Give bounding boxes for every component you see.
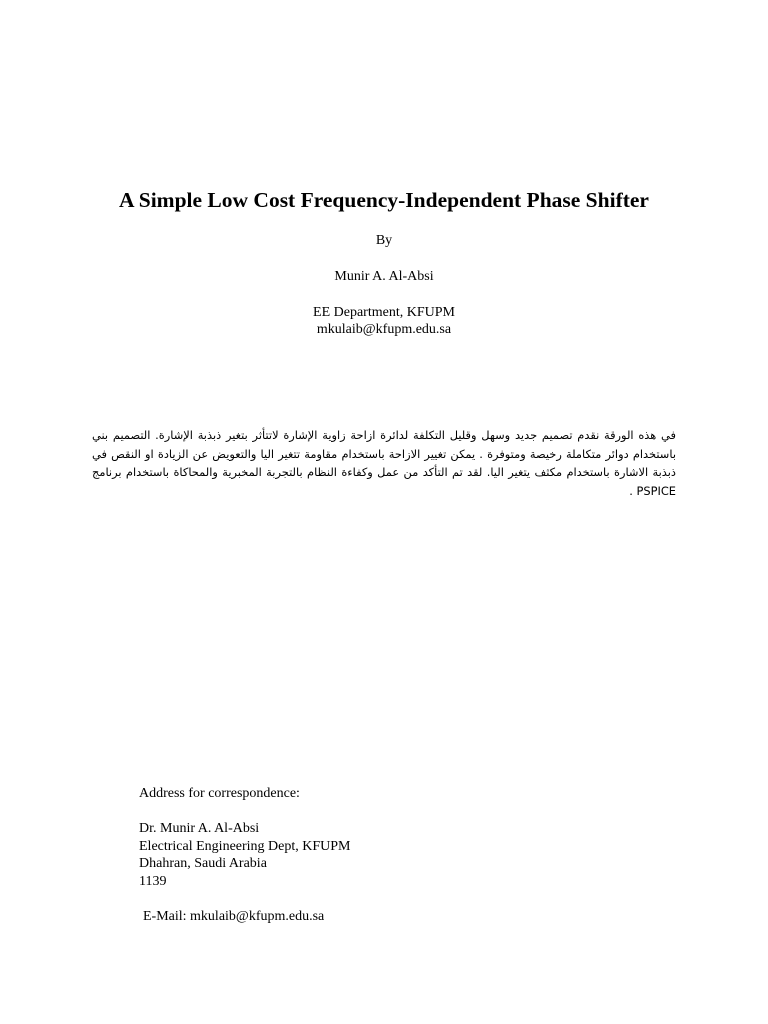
correspondence-email: E-Mail: mkulaib@kfupm.edu.sa xyxy=(143,908,325,924)
correspondence-code: 1139 xyxy=(139,873,167,889)
correspondence-dept: Electrical Engineering Dept, KFUPM xyxy=(139,838,351,854)
author-name: Munir A. Al-Absi xyxy=(334,269,434,284)
author-email: mkulaib@kfupm.edu.sa xyxy=(316,322,452,337)
paper-title: A Simple Low Cost Frequency-Independent Phase Shifter xyxy=(119,188,649,212)
spacer xyxy=(139,890,539,908)
arabic-abstract: في هذه الورقة نقدم تصميم جديد وسهل وقليل التكلفة لدائرة ازاحة زاوية الإشارة لاتتأثر بتغير ذبذبة الإشارة. التصميم بني باستخدام دوائر متكاملة رخيصة ومتوفرة . يمكن تغيير الازاحة باستخدام مقاومة تتغير اليا والتعويض عن الزيادة او النقص في ذبذبة الاشارة باستخدام مكثف يتغير اليا. لقد تم التأكد من عمل وكفاءة النظام بالتجربة المخبرية والمحاكاة باستخدام برنامج PSPICE . xyxy=(92,428,676,498)
spacer xyxy=(139,803,539,821)
author-department: EE Department, KFUPM xyxy=(313,305,455,320)
correspondence-city: Dhahran, Saudi Arabia xyxy=(139,856,267,871)
correspondence-heading: Address for correspondence: xyxy=(139,786,300,801)
correspondence-address xyxy=(139,785,539,925)
correspondence-name: Dr. Munir A. Al-Absi xyxy=(139,821,260,836)
by-line: By xyxy=(375,233,393,248)
